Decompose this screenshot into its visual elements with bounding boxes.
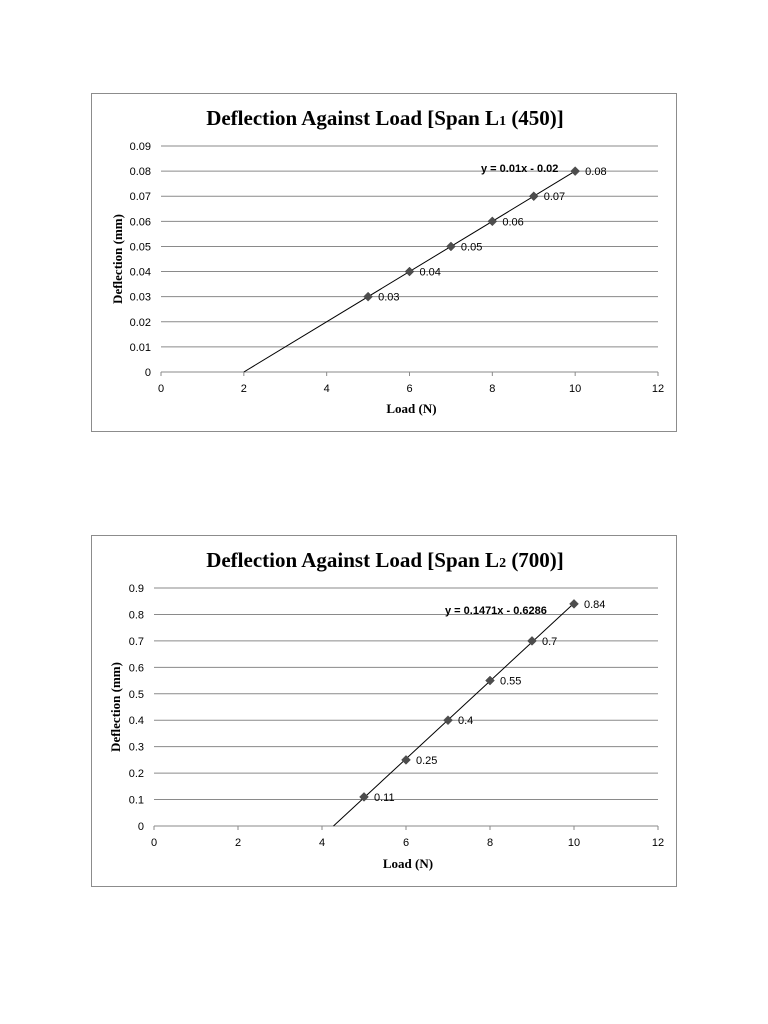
trendline [333, 603, 574, 826]
data-label: 0.07 [543, 191, 566, 204]
y-axis-title: Deflection (mm) [110, 214, 125, 304]
x-tick-label: 0 [150, 837, 158, 849]
data-point [488, 217, 497, 226]
y-tick-label: 0.2 [128, 768, 144, 781]
y-tick-label: 0.5 [128, 688, 144, 701]
y-axis-title: Deflection (mm) [108, 662, 123, 752]
data-label: 0.03 [378, 291, 400, 304]
y-tick-label: 0 [144, 367, 151, 379]
chart-title-subscript: 1 [499, 114, 507, 129]
x-tick-label: 6 [406, 383, 413, 395]
data-point [364, 292, 373, 301]
chart-title [206, 106, 564, 130]
y-tick-label: 0.05 [129, 241, 151, 254]
x-axis-title: Load (N) [382, 856, 434, 871]
x-axis-title: Load (N) [386, 401, 437, 416]
chart-svg-span-l1 [92, 94, 678, 433]
x-tick-label: 10 [567, 837, 581, 849]
y-tick-label: 0.7 [128, 635, 144, 648]
chart-title-main: Deflection Against Load [Span L [206, 106, 500, 130]
y-tick-label: 0.4 [128, 715, 144, 728]
data-label: 0.25 [416, 754, 438, 767]
trendline-equation: y = 0.01x - 0.02 [481, 163, 559, 175]
x-tick-label: 4 [318, 837, 326, 849]
y-tick-label: 0.06 [129, 216, 151, 229]
x-tick-label: 4 [323, 383, 330, 395]
y-tick-label: 0.02 [129, 316, 151, 329]
data-label: 0.04 [419, 266, 441, 279]
x-tick-label: 8 [489, 383, 496, 395]
y-tick-label: 0.3 [128, 741, 144, 754]
data-label: 0.08 [585, 166, 607, 179]
x-tick-label: 0 [157, 383, 165, 395]
y-tick-label: 0.08 [129, 166, 151, 179]
data-point [570, 599, 579, 608]
y-tick-label: 0.09 [129, 141, 151, 153]
x-tick-label: 2 [240, 383, 247, 395]
y-tick-label: 0.9 [128, 583, 144, 595]
y-tick-label: 0.01 [129, 341, 151, 354]
chart-panel-span-l2 [91, 535, 677, 887]
y-tick-label: 0.8 [128, 609, 144, 622]
chart-title [206, 548, 564, 572]
y-tick-label: 0 [137, 821, 144, 833]
x-tick-label: 8 [486, 837, 494, 849]
chart-title-main: Deflection Against Load [Span L [206, 548, 500, 572]
x-tick-label: 2 [234, 837, 242, 849]
data-point [529, 192, 538, 201]
data-label: 0.11 [374, 791, 395, 804]
data-point [402, 755, 411, 764]
data-label: 0.06 [502, 216, 524, 229]
data-label: 0.84 [584, 598, 606, 611]
chart-svg-span-l2 [92, 536, 678, 888]
data-label: 0.4 [458, 715, 474, 728]
data-point [446, 242, 455, 251]
x-tick-label: 12 [651, 383, 665, 395]
data-label: 0.7 [542, 635, 558, 648]
x-tick-label: 12 [651, 837, 665, 849]
data-label: 0.55 [500, 675, 522, 688]
data-point [571, 167, 580, 176]
y-tick-label: 0.04 [129, 266, 151, 279]
chart-title-subscript: 2 [499, 556, 507, 571]
y-tick-label: 0.1 [128, 794, 144, 807]
y-tick-label: 0.07 [129, 191, 151, 204]
data-label: 0.05 [460, 241, 483, 254]
y-tick-label: 0.6 [128, 662, 144, 675]
x-tick-label: 6 [402, 837, 410, 849]
y-tick-label: 0.03 [129, 291, 151, 304]
chart-title-suffix: (700)] [506, 548, 564, 572]
data-point [528, 636, 537, 645]
data-point [405, 267, 414, 276]
chart-title-suffix: (450)] [506, 106, 564, 130]
trendline-equation: y = 0.1471x - 0.6286 [445, 605, 547, 617]
chart-panel-span-l1 [91, 93, 677, 432]
x-tick-label: 10 [569, 383, 582, 395]
